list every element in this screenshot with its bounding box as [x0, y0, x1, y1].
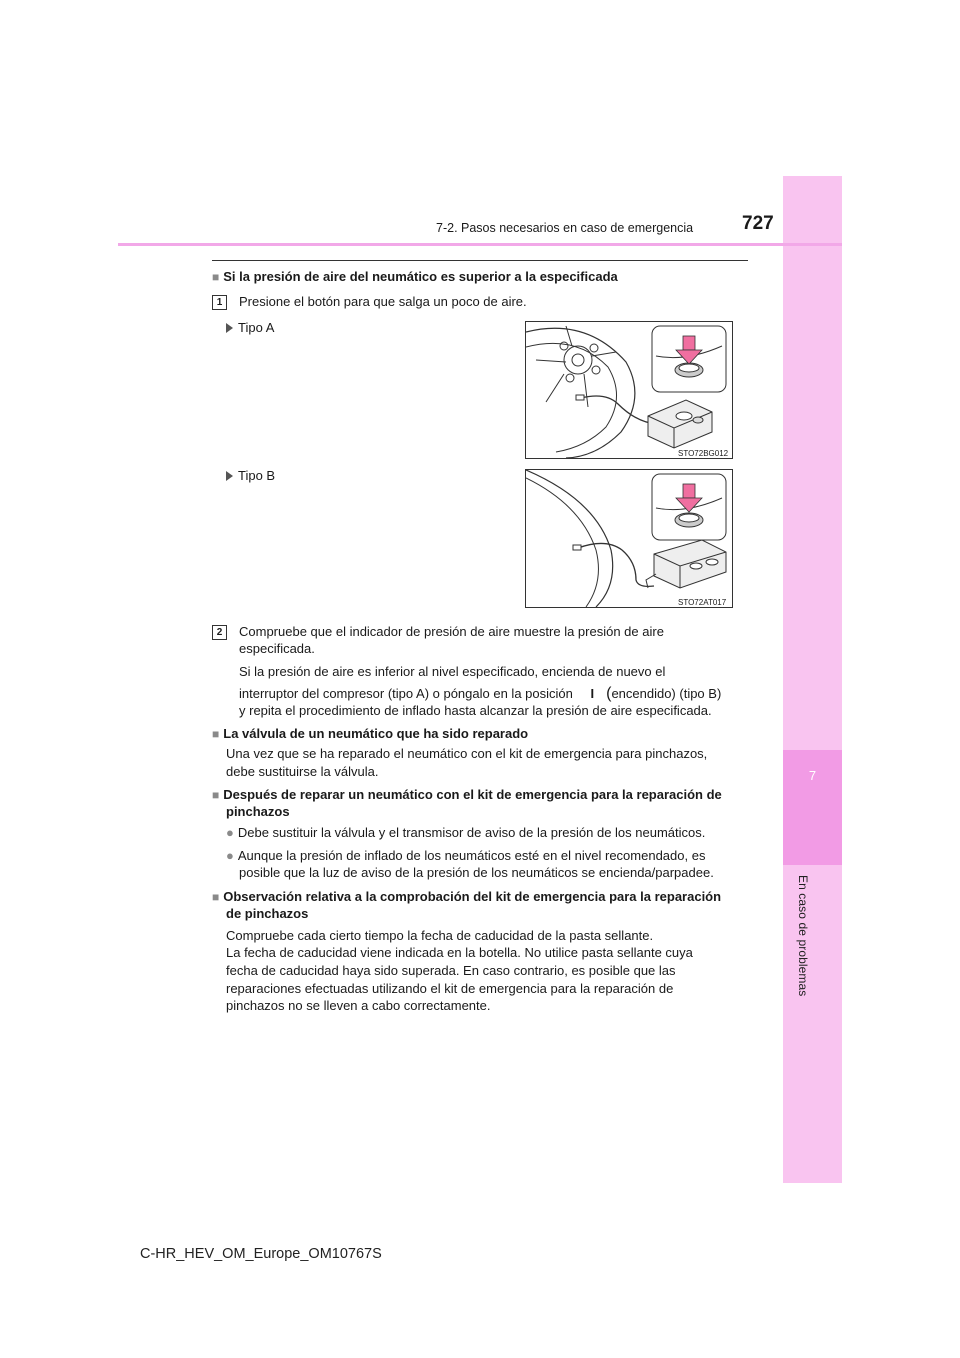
after-repair-bullet-2-line-2: posible que la luz de aviso de la presión de los neumáticos se encienda/parpadee. — [239, 865, 714, 880]
power-on-symbol: I — [590, 686, 595, 701]
chapter-side-tab — [783, 176, 842, 1183]
figure-type-b — [525, 469, 733, 608]
header-section-title: 7-2. Pasos necesarios en caso de emergencia — [436, 221, 694, 235]
after-repair-bullet-1: ● Debe sustituir la válvula y el transmisor de aviso de la presión de los neumáticos. — [226, 825, 706, 840]
valve-line-1: Una vez que se ha reparado el neumático con el kit de emergencia para pinchazos, — [226, 746, 708, 761]
section-rule — [212, 260, 748, 261]
step-1-badge: 1 — [212, 295, 227, 310]
open-paren-symbol: ( — [606, 685, 612, 702]
compressor-type-b-illustration — [526, 470, 732, 607]
heading-after-repair-line-2: pinchazos — [226, 804, 290, 819]
heading-high-pressure: ■ Si la presión de aire del neumático es superior a la especificada — [212, 269, 618, 284]
type-b-label: Tipo B — [226, 468, 275, 483]
page-number: 727 — [742, 213, 774, 234]
round-bullet-icon: ● — [226, 848, 234, 863]
figure-type-a — [525, 321, 733, 459]
chapter-title: En caso de problemas — [796, 875, 810, 997]
type-a-label: Tipo A — [226, 320, 274, 335]
square-bullet-icon: ■ — [212, 788, 220, 802]
square-bullet-icon: ■ — [212, 727, 220, 741]
heading-kit-check-line-1: ■ Observación relativa a la comprobación del kit de emergencia para la reparación — [212, 889, 722, 904]
heading-kit-check-line-2: de pinchazos — [226, 906, 309, 921]
step-2-line-1: Compruebe que el indicador de presión de aire muestre la presión de aire — [239, 624, 664, 639]
triangle-bullet-icon — [226, 471, 233, 481]
compressor-type-a-illustration — [526, 322, 732, 458]
after-repair-bullet-2-line-1: ● Aunque la presión de inflado de los neumáticos esté en el nivel recomendado, es — [226, 848, 706, 863]
figure-type-b-code: STO72AT017 — [678, 598, 727, 607]
kit-check-line-5: pinchazos no se lleven a cabo correctamente. — [226, 998, 491, 1013]
heading-after-repair-line-1: ■ Después de reparar un neumático con el kit de emergencia para la reparación de — [212, 787, 722, 802]
step-2-line-2: especificada. — [239, 641, 315, 656]
valve-line-2: debe sustituirse la válvula. — [226, 764, 379, 779]
figure-type-a-code: STO72BG012 — [678, 449, 729, 458]
step-2-note-line-3: y repita el procedimiento de inflado hasta alcanzar la presión de aire especificada. — [239, 703, 712, 718]
step-2-note-line-2: interruptor del compresor (tipo A) o póngalo en la posición I (encendido) (tipo B) — [239, 685, 722, 702]
kit-check-line-1: Compruebe cada cierto tiempo la fecha de caducidad de la pasta sellante. — [226, 928, 654, 943]
step-2-badge: 2 — [212, 625, 227, 640]
triangle-bullet-icon — [226, 323, 233, 333]
square-bullet-icon: ■ — [212, 270, 220, 284]
step-1-text: Presione el botón para que salga un poco de aire. — [239, 294, 527, 309]
kit-check-line-4: reparaciones efectuadas utilizando el kit de emergencia para la reparación de — [226, 981, 674, 996]
chapter-number: 7 — [808, 768, 817, 783]
kit-check-line-3: fecha de caducidad haya sido superada. En caso contrario, es posible que las — [226, 963, 676, 978]
header-divider — [118, 243, 842, 246]
kit-check-line-2: La fecha de caducidad viene indicada en la botella. No utilice pasta sellante cuya — [226, 945, 693, 960]
document-id-footer: C-HR_HEV_OM_Europe_OM10767S — [140, 1246, 382, 1262]
step-2-note-line-1: Si la presión de aire es inferior al nivel especificado, encienda de nuevo el — [239, 664, 666, 679]
heading-valve: ■ La válvula de un neumático que ha sido reparado — [212, 726, 529, 741]
square-bullet-icon: ■ — [212, 890, 220, 904]
round-bullet-icon: ● — [226, 825, 234, 840]
